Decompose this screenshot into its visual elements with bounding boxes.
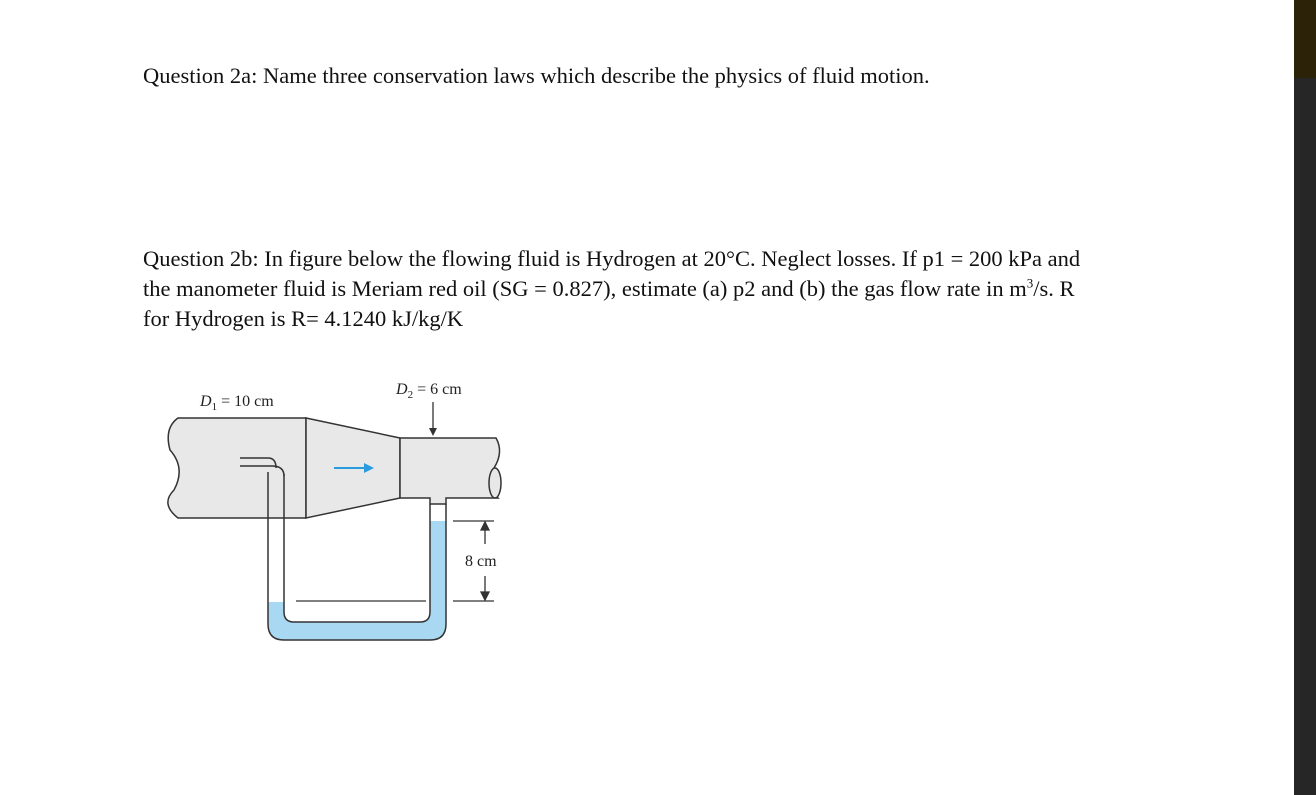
question-2b-line1: Question 2b: In figure below the flowing fluid is Hydrogen at 20°C. Neglect losses. If p1 = 200 kPa and	[143, 246, 1081, 271]
pipe-throat	[400, 438, 500, 504]
pipe-upstream	[168, 418, 306, 518]
pipe-end-ellipse	[489, 468, 501, 498]
question-2b-line2: the manometer fluid is Meriam red oil (SG = 0.827), estimate (a) p2 and (b) the gas flow rate in $m^3/s$. R	[143, 275, 1075, 301]
d1-label: $D_1 = 10$ cm	[200, 393, 274, 413]
right-edge-bar-accent	[1294, 0, 1316, 78]
question-2b-line3: for Hydrogen is R= 4.1240 kJ/kg/K	[143, 306, 464, 331]
question-2b	[143, 244, 1143, 334]
right-edge-bar	[1294, 0, 1316, 795]
d2-pointer-arrow	[429, 402, 437, 436]
venturi-manometer-figure	[160, 372, 520, 652]
height-label: 8 cm	[465, 553, 497, 570]
d2-label: $D_2 = 6$ cm	[396, 381, 462, 401]
question-2a	[143, 61, 930, 91]
question-2a-text: Question 2a: Name three conservation laws which describe the physics of fluid motion.	[143, 63, 930, 88]
